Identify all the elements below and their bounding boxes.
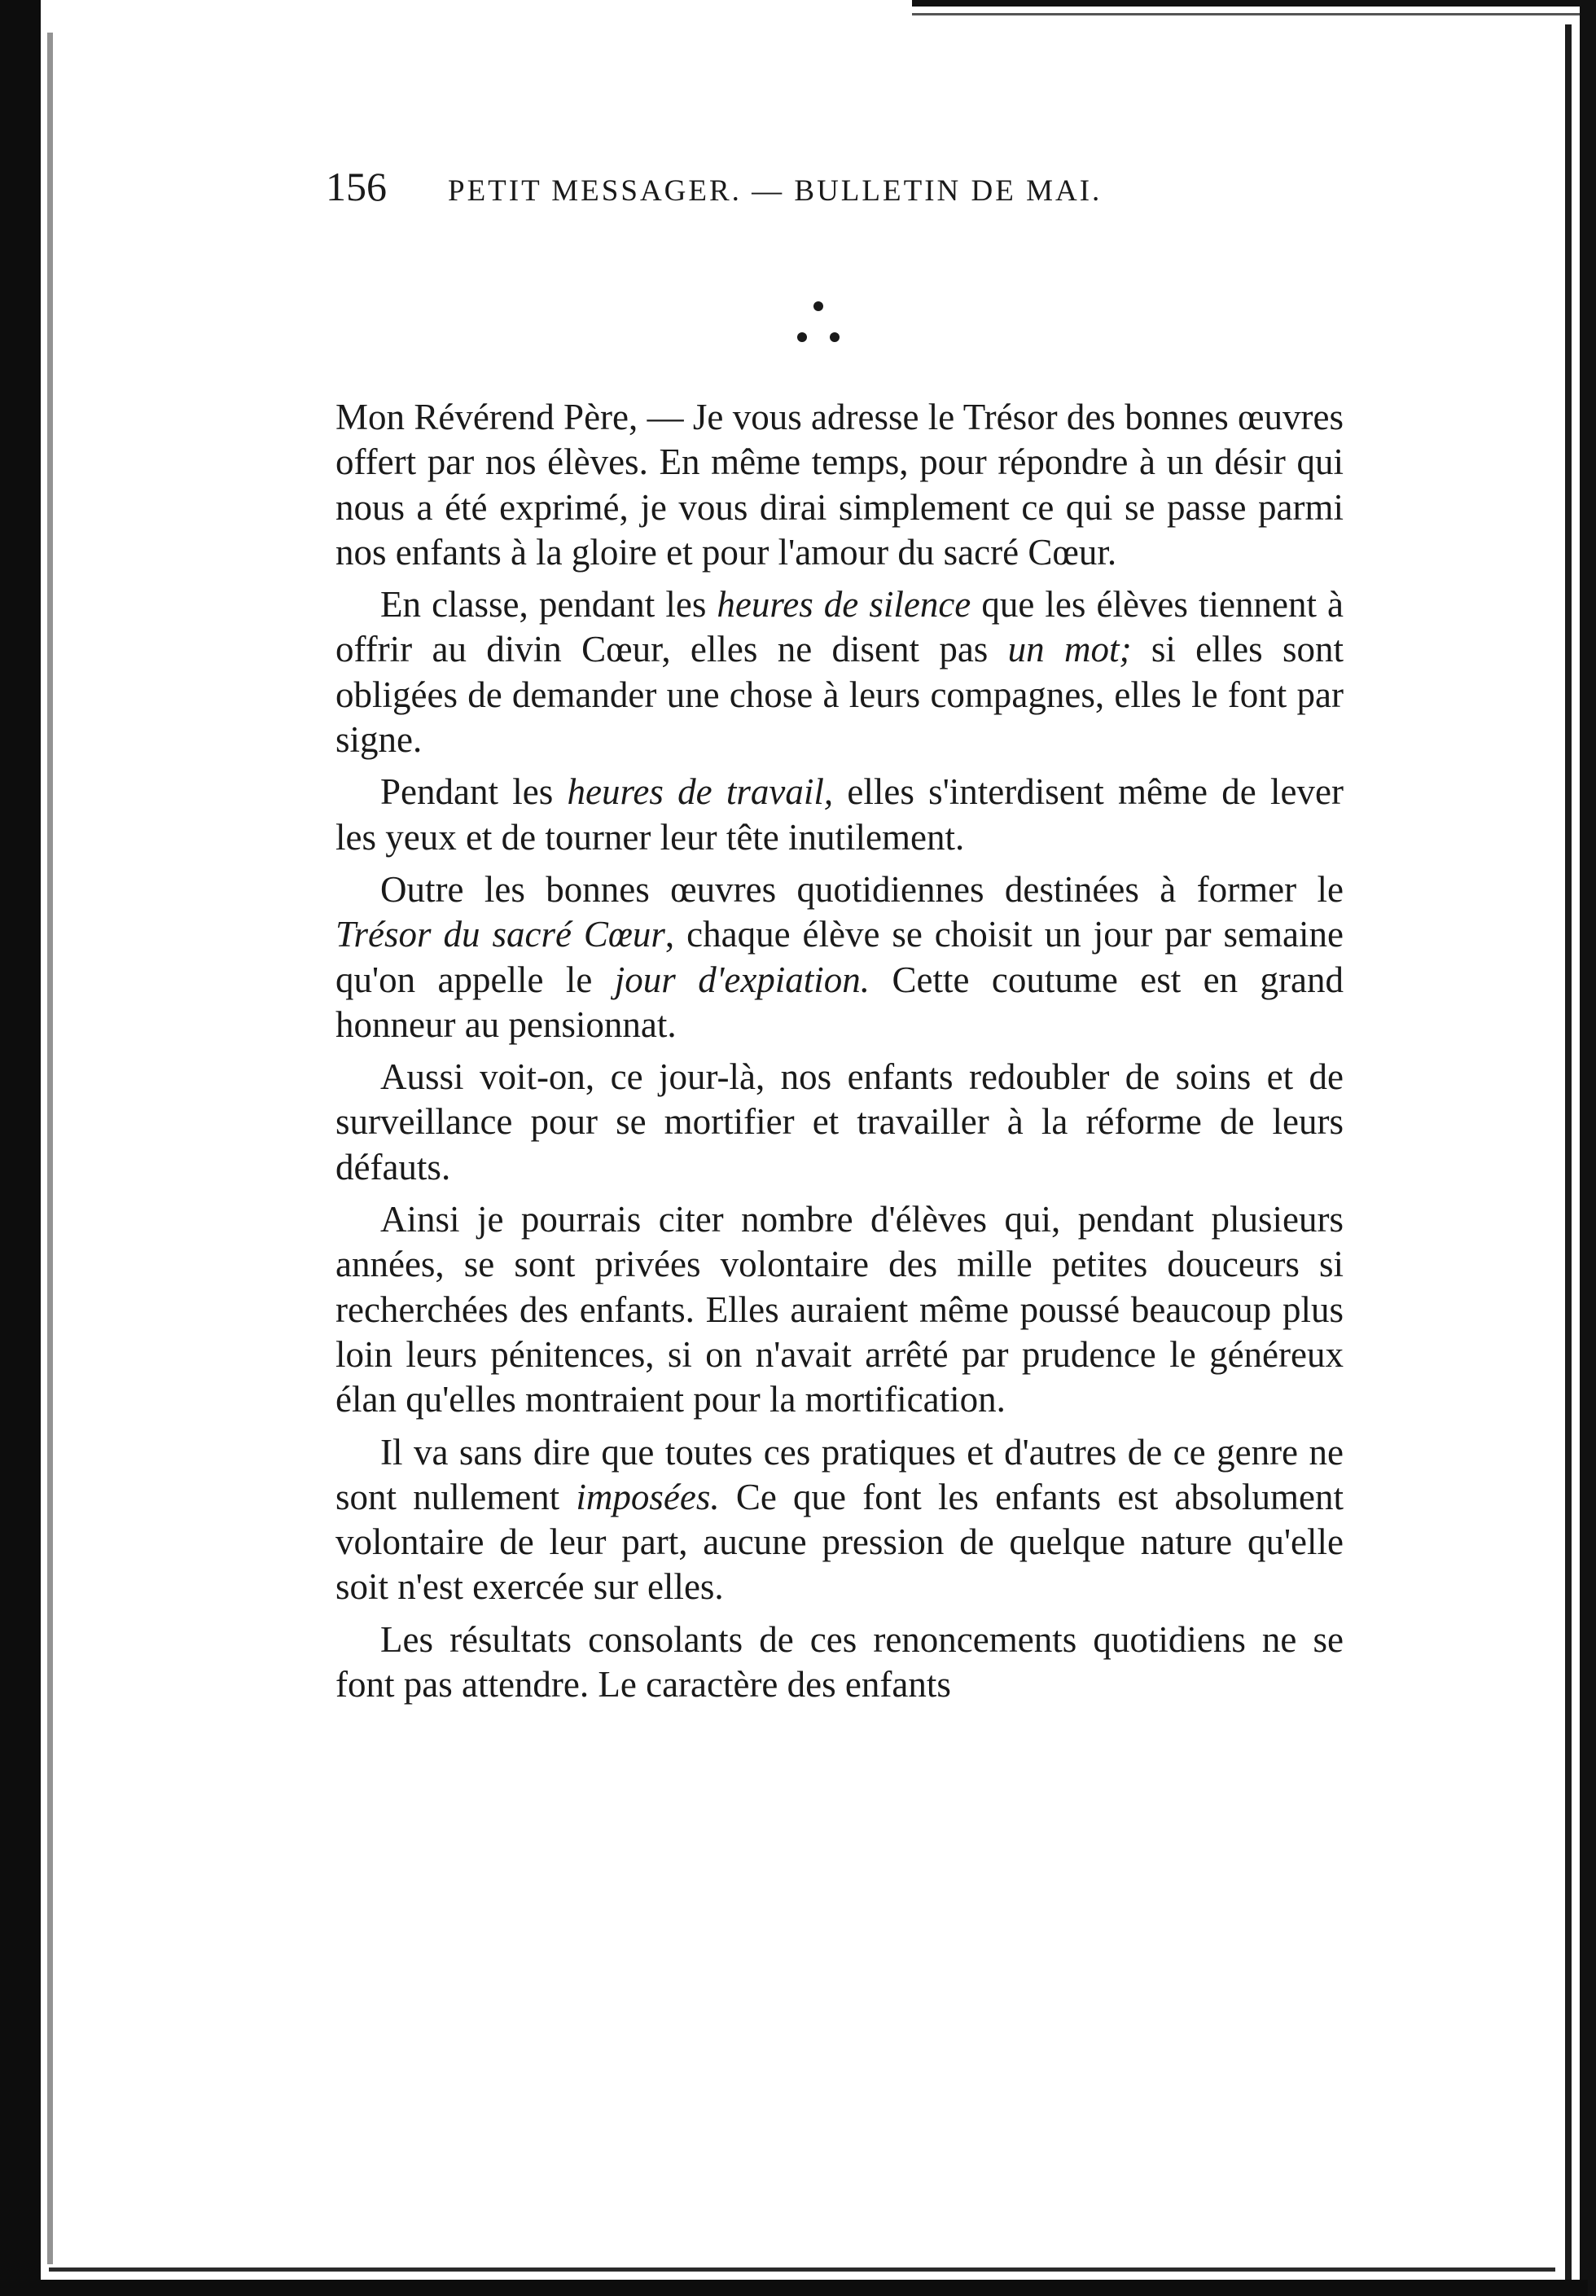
paragraph-3-text-b: elles s'interdisent même de lever les yeux et de tourner leur tête inutilement. [335, 771, 1344, 858]
paragraph-2 [335, 582, 1344, 762]
scan-edge-left-inner [47, 33, 53, 2264]
paragraph-7-text-b: Ce que font les enfants est absolument volontaire de leur part, aucune pression de quelque nature qu'elle soit n'est exercée sur elles. [335, 1476, 1344, 1608]
paragraph-2-emphasis-a: heures de silence [717, 584, 971, 626]
paragraph-6-text: Ainsi je pourrais citer nombre d'élèves qui, pendant plusieurs années, se sont privées volontaire des mille petites douceurs si recherchées des enfants. Elles auraient même poussé beaucoup plus loin leurs pénitences, si on n'avait arrêté par prudence le généreux élan qu'elles montraient pour la mortification. [335, 1199, 1344, 1420]
running-head: PETIT MESSAGER. — BULLETIN DE MAI. [448, 174, 1103, 208]
asterism-ornament [786, 285, 851, 350]
scan-edge-bottom-thin [49, 2267, 1555, 2272]
page-header [326, 163, 1344, 220]
scan-edge-left [0, 0, 41, 2296]
scan-edge-right-inner [1565, 24, 1572, 2281]
paragraph-4-emphasis-a: Trésor du sacré Cœur [335, 914, 665, 955]
paragraph-6 [335, 1197, 1344, 1422]
paragraph-7-emphasis-a: imposées. [576, 1476, 720, 1517]
paragraph-7 [335, 1430, 1344, 1610]
paragraph-8-text: Les résultats consolants de ces renoncements quotidiens ne se font pas attendre. Le caractère des enfants [335, 1618, 1344, 1706]
paragraph-3 [335, 770, 1344, 860]
paragraph-1-text: Mon Révérend Père, — Je vous adresse le Trésor des bonnes œuvres offert par nos élèves. En même temps, pour répondre à un désir qui nous a été exprimé, je vous dirai simplement ce qui se passe parmi nos enfants à la gloire et pour l'amour du sacré Cœur. [335, 397, 1344, 573]
asterism-dot-right [830, 332, 840, 342]
paragraph-5-text: Aussi voit-on, ce jour-là, nos enfants redoubler de soins et de surveillance pour se mortifier et travailler à la réforme de leurs défauts. [335, 1056, 1344, 1188]
scan-edge-right [1580, 0, 1596, 2296]
paragraph-4-text-a: Outre les bonnes œuvres quotidiennes destinées à former le [380, 868, 1344, 910]
paragraph-4-text-c: Cette coutume est en grand honneur au pensionnat. [335, 959, 1344, 1045]
paragraph-7-text-a: Il va sans dire que toutes ces pratiques et d'autres de ce genre ne sont nullement [335, 1431, 1344, 1517]
paragraph-3-text-a: Pendant les [380, 771, 568, 813]
paragraph-4-text-b: , chaque élève se choisit un jour par semaine qu'on appelle le [335, 914, 1344, 1000]
paragraph-2-text-c: si elles sont obligées de demander une chose à leurs compagnes, elles le font par signe. [335, 629, 1344, 761]
paragraph-5 [335, 1055, 1344, 1190]
paragraph-3-emphasis-a: heures de travail, [567, 771, 834, 813]
scan-edge-top-thin [912, 13, 1580, 15]
scan-edge-top [912, 0, 1596, 7]
asterism-dot-left [797, 332, 807, 342]
paragraph-4 [335, 867, 1344, 1047]
paragraph-2-text-b: que les élèves tiennent à offrir au divin Cœur, elles ne disent pas [335, 584, 1344, 670]
paragraph-4-emphasis-b: jour d'expiation. [614, 959, 870, 1000]
scan-edge-bottom [41, 2280, 1588, 2296]
page-number: 156 [326, 164, 387, 209]
letter-body [335, 395, 1344, 1714]
paragraph-2-text-a: En classe, pendant les [380, 584, 717, 626]
asterism-dot-top [813, 301, 823, 311]
paragraph-2-emphasis-b: un mot; [1007, 629, 1132, 670]
paragraph-8 [335, 1618, 1344, 1708]
paragraph-1 [335, 395, 1344, 575]
